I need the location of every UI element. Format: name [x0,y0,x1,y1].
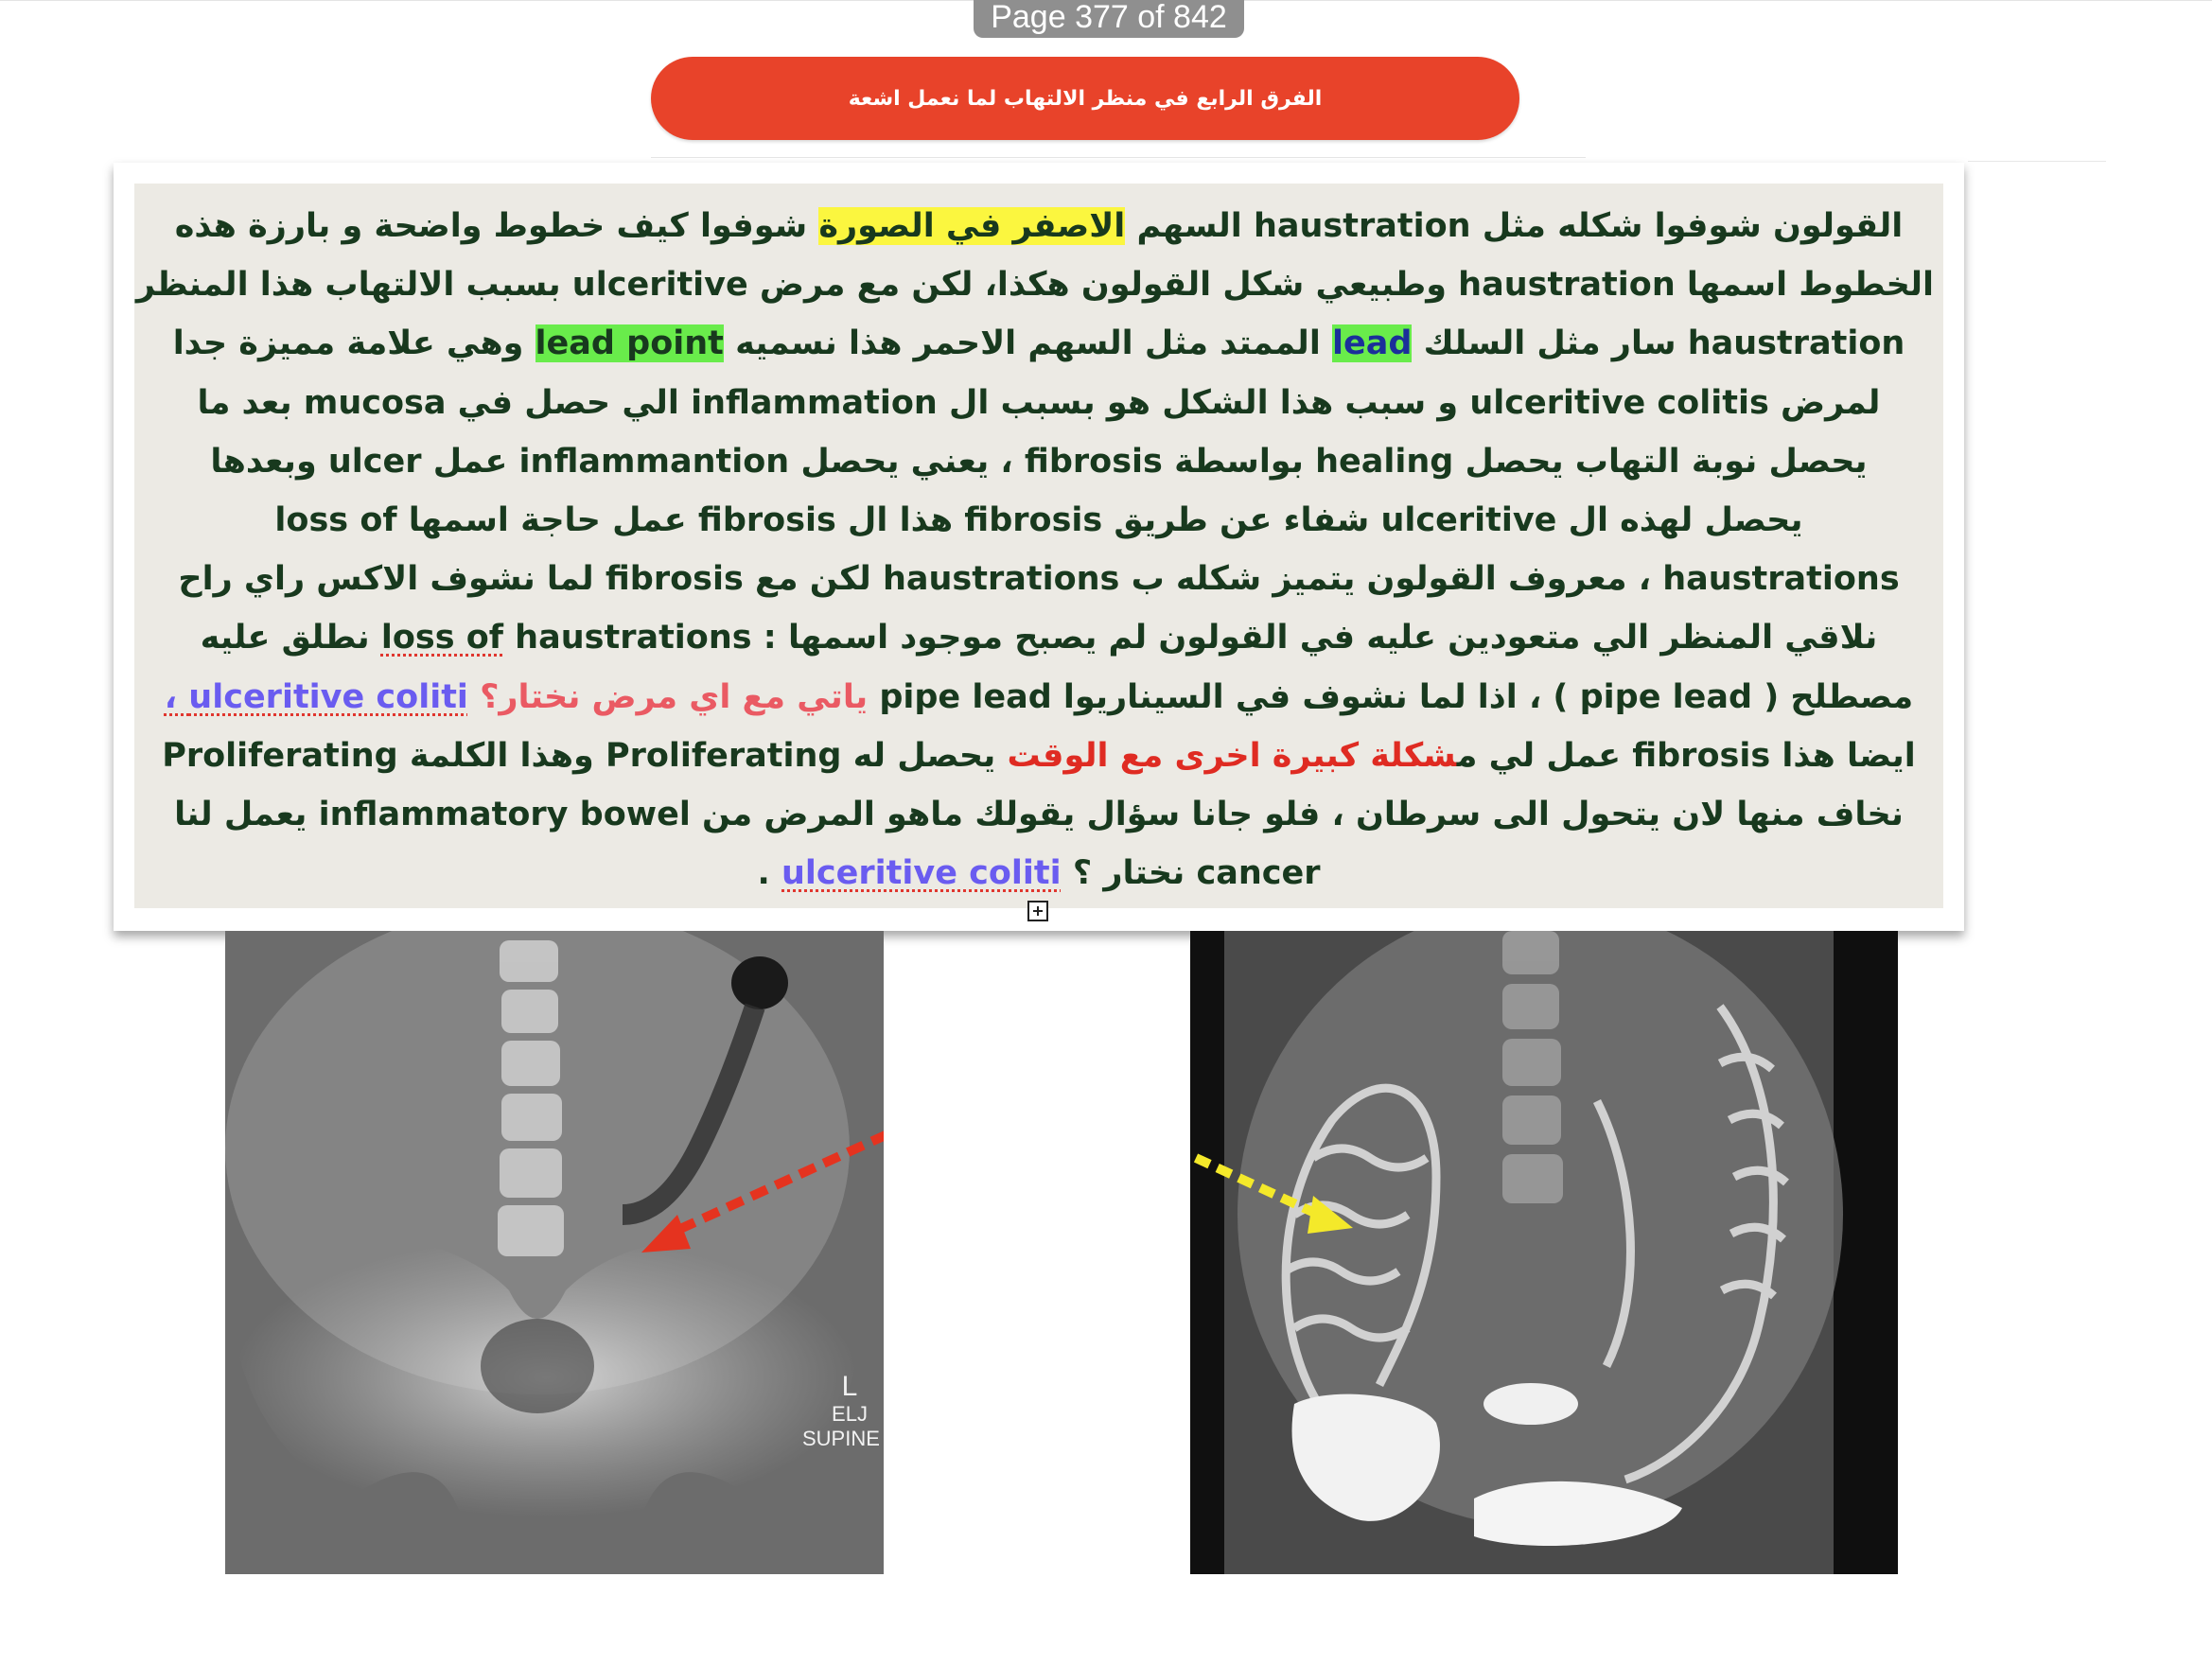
answer-ulceritive-colitis: ulceritive coliti [188,677,468,716]
right-xray-left-edge [1190,931,1224,1574]
banner-divider [651,157,1586,158]
line-1-text-b: شوفوا كيف خطوط واضحة و بارزة هذه [174,207,819,245]
loss-of-term: loss of [380,619,503,657]
paragraph-line-9 [144,668,1934,727]
line-12-end: . [757,854,781,893]
line-9-comma: ، [164,677,189,716]
left-xray-image [225,931,884,1574]
paragraph-line-10 [144,727,1934,785]
paragraph-line-5: يحصل نوبة التهاب يحصل healing بواسطة fibrosis ، يعني يحصل inflammantion عمل ulcer وبعدها [210,442,1868,481]
answer-ulceritive-colitis-2: ulceritive coliti [781,854,1062,893]
paragraph-line-11: نخاف منها لان يتحول الى سرطان ، فلو جانا سؤال يقولك ماهو المرض من inflammatory bowel يعمل لنا [174,795,1904,833]
right-divider [1968,161,2106,162]
paragraph-line-3 [144,314,1934,373]
left-pelvic-gas [481,1319,594,1413]
line-10-text-b: يحصل له Proliferating وهذا الكلمة Proliferating [162,736,1008,775]
explanation-paragraph [135,197,1934,903]
section-title-text: الفرق الرابع في منظر الالتهاب لما نعمل اشعة [848,86,1323,111]
text-card [114,163,1964,931]
right-xray-right-edge [1834,931,1898,1574]
text-panel [134,184,1943,908]
right-xray-image [1190,931,1898,1574]
line-3-text-b: الممتد مثل السهم الاحمر هذا نسميه [723,324,1332,363]
section-title-banner [651,57,1519,140]
question-text: ياتي مع اي مرض نختار؟ [480,677,869,716]
paragraph-line-1 [144,197,1934,255]
line-12-text-a: cancer نختار ؟ [1061,854,1321,893]
paragraph-line-7: haustrations ، معروف القولون يتميز شكله ب haustrations لكن مع fibrosis لما نشوف الاكس راي راح [178,560,1900,599]
right-xray-drawing [1190,931,1898,1574]
paragraph-line-8 [144,608,1934,667]
right-spine [1502,931,1563,1203]
line-8-text-a: نلاقي المنظر الي متعودين عليه في القولون لم يصبح موجود اسمها : [751,619,1878,657]
paragraph-line-4: لمرض ulceritive colitis و سبب هذا الشكل هو بسبب ال inflammation الي حصل في mucosa بعد ما [197,383,1881,422]
xray-label-position: SUPINE [802,1427,880,1450]
xray-label-side: L [841,1371,858,1402]
paragraph-line-2: الخطوط اسمها haustration وطبيعي شكل القولون هكذا، لكن مع مرض ulceritive بسبب الالتهاب هذا المنظر [135,266,1934,305]
line-10-text-a: ايضا هذا fibrosis عمل لي م [1456,736,1916,775]
line-1-text-a: القولون شوفوا شكله مثل haustration السهم [1125,207,1904,245]
highlight-lead: lead [1332,324,1413,363]
paragraph-line-6: يحصل لهذه ال ulceritive شفاء عن طريق fibrosis هذا ال fibrosis عمل حاجة اسمها loss of [274,500,1803,539]
xray-label-block [802,1371,880,1451]
line-3-text-c: وهي علامة مميزة جدا [172,324,535,363]
right-barium-pool-center [1483,1383,1578,1425]
line-8-text-b: haustrations نطلق عليه [200,619,752,657]
red-emphasis: شكلة كبيرة اخرى مع الوقت [1007,736,1457,775]
line-3-text-a: haustration سار مثل السلك [1412,324,1905,363]
left-gas-bubble [731,956,788,1009]
xray-label-initials: ELJ [832,1402,868,1426]
line-9-text-a: مصطلح ( pipe lead ) ، اذا لما نشوف في السيناريوا pipe lead [868,677,1914,716]
highlight-yellow-arrow: الاصفر في الصورة [818,207,1126,245]
line-9-spacer [468,678,480,716]
paragraph-line-12 [144,844,1934,903]
highlight-lead-point: lead point [535,324,724,363]
left-xray-drawing [225,931,884,1574]
page-indicator: Page 377 of 842 [974,0,1244,38]
expand-plus-icon[interactable] [1027,901,1048,921]
